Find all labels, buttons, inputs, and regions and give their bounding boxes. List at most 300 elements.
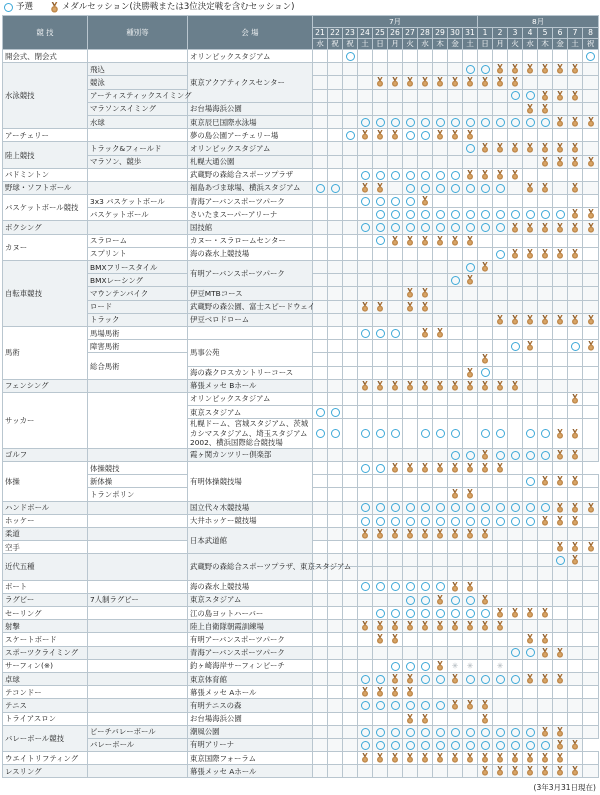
day-cell <box>568 567 583 580</box>
cell-text: スポーツクライミング <box>5 648 79 658</box>
medal-icon <box>526 249 534 259</box>
prelim-icon <box>496 250 505 259</box>
prelim-icon <box>391 582 400 591</box>
day-cell <box>343 488 358 501</box>
day-cell <box>313 672 328 685</box>
day-cell <box>373 129 388 142</box>
day-cell <box>403 567 418 580</box>
day-cell <box>568 620 583 633</box>
prelim-icon <box>376 171 385 180</box>
day-cell <box>553 501 568 514</box>
cell-text: 国技館 <box>190 223 213 233</box>
day-cell <box>523 129 538 142</box>
day-cell <box>418 593 433 606</box>
cell-text: スラローム <box>90 236 127 246</box>
medal-icon <box>556 753 564 763</box>
day-cell <box>523 406 538 419</box>
medal-icon <box>496 143 504 153</box>
day-cell <box>463 353 478 366</box>
day-cell <box>328 580 343 593</box>
day-cell <box>373 712 388 725</box>
medal-icon <box>421 381 429 391</box>
day-cell <box>418 554 433 567</box>
day-cell <box>478 287 493 300</box>
day-cell <box>433 514 448 527</box>
event-name <box>88 765 188 778</box>
day-cell <box>433 234 448 247</box>
prelim-icon <box>466 184 475 193</box>
day-cell <box>538 580 553 593</box>
prelim-icon <box>361 171 370 180</box>
venue-name <box>188 300 316 313</box>
cell-text: 有明アーバンスポーツパーク <box>190 634 285 644</box>
day-cell <box>373 115 388 128</box>
sport-name <box>3 221 88 234</box>
day-cell <box>478 63 493 76</box>
day-cell <box>358 195 373 208</box>
event-name <box>88 221 188 234</box>
day-cell <box>493 102 508 115</box>
day-cell <box>388 129 403 142</box>
day-cell <box>508 274 523 287</box>
schedule-row <box>3 725 599 738</box>
day-cell <box>343 765 358 778</box>
day-number: 5 <box>538 28 553 39</box>
cell-text: 体操 <box>5 476 20 486</box>
day-cell <box>523 725 538 738</box>
day-cell <box>358 541 373 554</box>
medal-icon <box>391 621 399 631</box>
day-cell <box>313 234 328 247</box>
day-cell <box>448 102 463 115</box>
medal-icon <box>496 621 504 631</box>
prelim-icon <box>361 197 370 206</box>
cell-text: 3x3 バスケットボール <box>90 196 165 206</box>
day-cell <box>583 313 599 326</box>
prelim-icon <box>391 662 400 671</box>
medal-icon <box>376 130 384 140</box>
event-name <box>88 646 188 659</box>
day-cell <box>433 287 448 300</box>
day-cell <box>463 406 478 419</box>
day-cell <box>448 580 463 593</box>
day-cell <box>433 129 448 142</box>
event-name <box>88 76 188 89</box>
day-cell <box>538 527 553 540</box>
day-cell <box>343 76 358 89</box>
day-cell <box>523 659 538 672</box>
day-number: 23 <box>343 28 358 39</box>
sport-name <box>3 686 88 699</box>
day-cell <box>328 419 343 449</box>
day-cell <box>328 406 343 419</box>
day-cell <box>568 501 583 514</box>
medal-icon <box>587 209 595 219</box>
prelim-icon <box>541 451 550 460</box>
day-cell <box>493 554 508 567</box>
day-cell <box>478 738 493 751</box>
day-cell <box>448 63 463 76</box>
day-cell <box>343 738 358 751</box>
cell-text: バドミントン <box>5 170 50 180</box>
day-number: 22 <box>328 28 343 39</box>
medal-icon <box>587 315 595 325</box>
day-cell <box>583 646 599 659</box>
day-cell <box>568 633 583 646</box>
medal-icon <box>481 700 489 710</box>
prelim-icon <box>526 648 535 657</box>
day-cell <box>523 607 538 620</box>
medal-icon <box>481 77 489 87</box>
day-cell <box>523 313 538 326</box>
day-cell <box>478 475 493 488</box>
medal-icon <box>451 489 459 499</box>
day-cell <box>478 142 493 155</box>
day-cell <box>388 752 403 765</box>
medal-icon <box>391 687 399 697</box>
day-cell <box>403 514 418 527</box>
prelim-icon <box>556 210 565 219</box>
day-cell <box>358 752 373 765</box>
prelim-icon <box>421 184 430 193</box>
day-cell <box>433 419 448 449</box>
medal-icon <box>466 753 474 763</box>
prelim-icon <box>421 596 430 605</box>
day-cell <box>343 313 358 326</box>
cell-text: マウンテンバイク <box>90 288 149 298</box>
day-cell <box>343 195 358 208</box>
day-cell <box>538 475 553 488</box>
venue-name <box>188 313 313 326</box>
day-cell <box>328 287 343 300</box>
event-name <box>88 261 188 274</box>
venue-name <box>188 448 313 461</box>
day-cell <box>448 208 463 221</box>
event-name <box>88 313 188 326</box>
day-cell <box>328 340 343 353</box>
day-cell <box>508 738 523 751</box>
day-cell <box>388 646 403 659</box>
day-cell <box>343 672 358 685</box>
cell-text: お台場海浜公園 <box>190 104 242 114</box>
day-cell <box>448 392 463 405</box>
prelim-icon <box>481 184 490 193</box>
header-month-july: 7月 <box>313 16 478 28</box>
day-cell <box>358 76 373 89</box>
sport-name <box>3 448 88 461</box>
day-cell <box>418 461 433 474</box>
day-cell <box>448 607 463 620</box>
day-cell <box>463 168 478 181</box>
day-cell <box>328 142 343 155</box>
day-cell <box>388 633 403 646</box>
day-cell <box>448 659 463 672</box>
day-cell <box>508 488 523 501</box>
day-cell <box>478 102 493 115</box>
day-cell <box>523 181 538 194</box>
medal-icon <box>541 727 549 737</box>
day-cell <box>403 366 418 379</box>
day-cell <box>463 461 478 474</box>
day-cell <box>463 379 478 392</box>
schedule-row <box>3 554 599 567</box>
event-name <box>88 89 192 102</box>
day-cell <box>463 340 478 353</box>
cell-text: 夢の島公園アーチェリー場 <box>190 130 279 140</box>
day-cell <box>538 461 553 474</box>
cell-text: 東京スタジアム <box>190 595 242 605</box>
cell-text: アーチェリー <box>5 130 49 140</box>
day-cell <box>553 541 568 554</box>
day-cell <box>523 261 538 274</box>
day-cell <box>553 514 568 527</box>
day-cell <box>313 353 328 366</box>
schedule-row <box>3 527 599 540</box>
day-cell <box>463 567 478 580</box>
medal-icon <box>436 463 444 473</box>
medal-icon <box>526 608 534 618</box>
day-cell <box>523 633 538 646</box>
day-cell <box>508 752 523 765</box>
prelim-icon <box>481 675 490 684</box>
prelim-icon <box>451 276 460 285</box>
day-cell <box>538 129 553 142</box>
day-cell <box>553 765 568 778</box>
day-cell <box>328 501 343 514</box>
day-cell <box>403 142 418 155</box>
day-cell <box>433 659 448 672</box>
schedule-row <box>3 379 599 392</box>
day-cell <box>373 406 388 419</box>
day-cell <box>388 50 403 63</box>
prelim-icon <box>511 728 520 737</box>
day-cell <box>433 501 448 514</box>
prelim-icon <box>526 429 535 438</box>
day-cell <box>583 699 599 712</box>
day-cell <box>448 340 463 353</box>
medal-icon <box>421 77 429 87</box>
day-cell <box>553 488 568 501</box>
day-cell <box>433 63 448 76</box>
day-cell <box>508 699 523 712</box>
day-cell <box>448 461 463 474</box>
day-cell <box>553 129 568 142</box>
day-of-week: 木 <box>433 39 448 50</box>
venue-name <box>188 659 313 672</box>
day-cell <box>388 168 403 181</box>
schedule-row <box>3 646 599 659</box>
day-cell <box>313 102 328 115</box>
day-cell <box>553 593 568 606</box>
day-cell <box>448 501 463 514</box>
medal-icon <box>466 236 474 246</box>
medal-icon <box>541 674 549 684</box>
day-cell <box>523 672 538 685</box>
medal-icon <box>526 315 534 325</box>
prelim-icon <box>451 728 460 737</box>
prelim-icon <box>376 701 385 710</box>
day-cell <box>523 155 538 168</box>
prelim-icon <box>361 582 370 591</box>
schedule-row <box>3 752 599 765</box>
prelim-icon <box>511 741 520 750</box>
day-cell <box>343 699 358 712</box>
day-cell <box>433 672 448 685</box>
venue-name <box>188 514 313 527</box>
day-cell <box>418 168 433 181</box>
day-cell <box>493 115 508 128</box>
day-cell <box>538 274 553 287</box>
medal-icon <box>376 634 384 644</box>
legend <box>4 1 308 13</box>
prelim-icon <box>361 675 370 684</box>
day-cell <box>373 181 388 194</box>
cell-text: 馬術 <box>5 348 20 358</box>
sport-name <box>3 501 88 514</box>
day-number: 29 <box>433 28 448 39</box>
event-name <box>88 102 188 115</box>
day-cell <box>313 89 328 102</box>
day-cell <box>493 501 508 514</box>
medal-icon <box>481 463 489 473</box>
day-cell <box>343 593 358 606</box>
cell-text: 国立代々木競技場 <box>190 503 250 513</box>
day-cell <box>448 129 463 142</box>
day-cell <box>508 406 523 419</box>
day-cell <box>508 593 523 606</box>
day-cell <box>433 475 448 488</box>
day-cell <box>583 234 599 247</box>
day-cell <box>553 607 568 620</box>
day-cell <box>373 672 388 685</box>
cell-text: 海の森水上競技場 <box>190 582 250 592</box>
day-cell <box>493 89 508 102</box>
day-cell <box>313 181 328 194</box>
medal-icon <box>541 183 549 193</box>
medal-icon <box>436 130 444 140</box>
day-cell <box>313 488 328 501</box>
medal-icon <box>436 328 444 338</box>
day-cell <box>568 221 583 234</box>
medal-icon <box>496 766 504 776</box>
day-cell <box>358 340 373 353</box>
event-name <box>88 541 188 554</box>
day-cell <box>418 659 433 672</box>
prelim-icon <box>436 582 445 591</box>
medal-icon <box>526 674 534 684</box>
day-cell <box>463 501 478 514</box>
day-cell <box>538 659 553 672</box>
prelim-icon <box>346 52 355 61</box>
day-cell <box>583 300 599 313</box>
day-cell <box>433 699 448 712</box>
day-cell <box>568 287 583 300</box>
medal-icon <box>361 381 369 391</box>
day-cell <box>553 326 568 339</box>
day-cell <box>433 554 448 567</box>
medal-icon <box>556 429 564 439</box>
schedule-row <box>3 326 599 339</box>
day-cell <box>493 406 508 419</box>
day-cell <box>508 646 523 659</box>
sport-name <box>3 554 88 580</box>
day-cell <box>313 366 328 379</box>
prelim-icon <box>436 429 445 438</box>
day-cell <box>493 514 508 527</box>
day-cell <box>418 287 433 300</box>
medal-icon <box>481 450 489 460</box>
venue-name <box>188 738 313 751</box>
day-cell <box>583 672 599 685</box>
cell-text: 射撃 <box>5 621 20 631</box>
day-cell <box>448 234 463 247</box>
day-cell <box>448 168 463 181</box>
day-cell <box>388 593 403 606</box>
medal-icon <box>526 341 534 351</box>
day-number: 28 <box>418 28 433 39</box>
cell-text: 自転車競技 <box>5 288 42 298</box>
sport-name <box>3 633 88 646</box>
day-cell <box>328 725 343 738</box>
day-of-week: 日 <box>373 39 388 50</box>
day-cell <box>478 725 493 738</box>
prelim-icon <box>376 517 385 526</box>
day-cell <box>388 208 403 221</box>
day-cell <box>493 221 508 234</box>
day-cell <box>358 593 373 606</box>
day-cell <box>568 725 583 738</box>
day-cell <box>373 765 388 778</box>
prelim-icon <box>466 728 475 737</box>
day-cell <box>448 366 463 379</box>
day-number: 25 <box>373 28 388 39</box>
day-cell <box>328 475 343 488</box>
sport-name <box>3 659 88 672</box>
day-cell <box>463 366 478 379</box>
day-cell <box>568 541 583 554</box>
medal-icon <box>511 143 519 153</box>
day-cell <box>328 168 343 181</box>
prelim-icon <box>376 223 385 232</box>
day-cell <box>328 699 343 712</box>
prelim-icon <box>541 741 550 750</box>
day-cell <box>493 168 508 181</box>
day-cell <box>553 725 568 738</box>
venue-name <box>188 620 313 633</box>
cell-text: 陸上競技 <box>5 150 35 160</box>
day-cell <box>373 419 388 449</box>
day-cell <box>553 287 568 300</box>
medal-icon <box>526 766 534 776</box>
event-name <box>88 195 188 208</box>
day-cell <box>433 406 448 419</box>
day-cell <box>568 326 583 339</box>
day-cell <box>343 340 358 353</box>
day-cell <box>478 353 493 366</box>
cell-text: レスリング <box>5 766 42 776</box>
day-cell <box>523 102 538 115</box>
day-cell <box>508 261 523 274</box>
prelim-icon <box>511 118 520 127</box>
venue-name <box>188 686 313 699</box>
schedule-row <box>3 195 599 208</box>
prelim-icon <box>496 451 505 460</box>
schedule-row <box>3 448 599 461</box>
day-cell <box>403 379 418 392</box>
day-cell <box>568 712 583 725</box>
event-name <box>88 672 188 685</box>
cell-text: トランポリン <box>90 489 135 499</box>
